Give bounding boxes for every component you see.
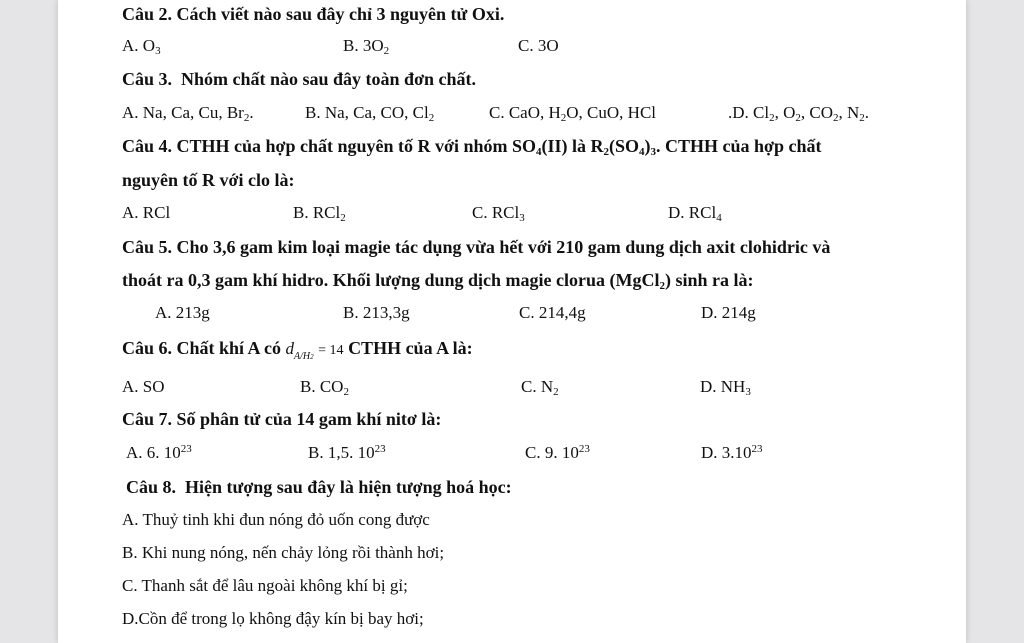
q3-option-b: B. Na, Ca, CO, $Cl_2$ <box>305 103 435 124</box>
q7-option-d: D. 3.10$^{23}$ <box>701 443 763 462</box>
q8-option-c: C. Thanh sắt để lâu ngoài không khí bị gỉ; <box>122 576 408 595</box>
question-8-label: Câu 8. <box>126 477 177 497</box>
question-7: Câu 7. Số phân tử của 14 gam khí nitơ là: <box>122 409 442 429</box>
question-7-label: Câu 7. <box>122 409 173 429</box>
q4-option-a: A. RCl <box>122 203 171 222</box>
q4-option-b: B. RCl$_2$ <box>293 203 346 224</box>
question-3-label: Câu 3. <box>122 69 173 89</box>
q5-option-d: D. 214g <box>701 303 756 322</box>
question-5-label: Câu 5. <box>122 237 173 257</box>
q4-option-d: D. RCl$_4$ <box>668 203 722 224</box>
q8-option-b: B. Khi nung nóng, nến chảy lỏng rồi thành hơi; <box>122 543 445 562</box>
q7-option-a: A. 6. $10^{23}$ <box>126 443 192 462</box>
q3-option-d: .D. $Cl_2$, $O_2$, $CO_2$, $N_2$. <box>728 103 870 124</box>
q5-option-b: B. 213,3g <box>343 303 410 322</box>
q6-option-b: B. $CO_2$ <box>300 377 349 398</box>
question-3 <box>122 68 476 90</box>
q5-option-c: C. 214,4g <box>519 303 586 322</box>
question-4-label: Câu 4. <box>122 136 173 156</box>
question-6-label: Câu 6. <box>122 338 173 358</box>
question-5-line-1: Câu 5. Cho 3,6 gam kim loại magie tác dụng vừa hết với 210 gam dung dịch axit clohidric và <box>122 237 831 257</box>
q6-option-c: C. $N_2$ <box>521 377 559 398</box>
q2-option-c: C. 3O <box>518 36 559 55</box>
question-8: Câu 8. Hiện tượng sau đây là hiện tượng hoá học: <box>126 477 512 497</box>
q2-option-b: B. $3O_2$ <box>343 36 390 57</box>
q8-option-a: A. Thuỷ tinh khi đun nóng đỏ uốn cong được <box>122 510 430 529</box>
q6-option-a: A. SO <box>122 377 165 396</box>
q8-option-d: D.Cồn để trong lọ không đậy kín bị bay hơi; <box>122 609 424 628</box>
q6-option-d: D. $NH_3$ <box>700 377 751 398</box>
question-2-text: Cách viết nào sau đây chỉ 3 nguyên tử Oxi. <box>176 4 505 24</box>
question-2 <box>122 3 504 25</box>
q7-option-b: B. 1,5. $10^{23}$ <box>308 443 386 462</box>
question-3-text: Nhóm chất nào sau đây toàn đơn chất. <box>181 69 477 89</box>
document-page <box>58 0 966 643</box>
q7-option-c: C. 9. $10^{23}$ <box>525 443 590 462</box>
q4-option-c: C. RCl$_3$ <box>472 203 525 224</box>
question-4-line-2: nguyên tố R với clo là: <box>122 170 295 190</box>
q5-option-a: A. 213g <box>155 303 210 322</box>
q2-option-a: A. $O_3$ <box>122 36 161 57</box>
question-4-line-1: Câu 4. CTHH của hợp chất nguyên tố R với nhóm $SO_4(II)$ là $R_2(SO_4)_3$. CTHH của hợp chất <box>122 136 822 158</box>
q3-option-c: C. CaO, $H_2O$, CuO, HCl <box>489 103 657 124</box>
question-2-label: Câu 2. <box>122 4 173 24</box>
q3-option-a: A. Na, Ca, Cu, $Br_2$. <box>122 103 254 124</box>
question-6: Câu 6. Chất khí A có $d_{A/H2} = 14$ CTHH của A là: <box>122 338 473 362</box>
question-5-line-2: thoát ra 0,3 gam khí hidro. Khối lượng dung dịch magie clorua (MgCl$_2$) sinh ra là: <box>122 270 754 292</box>
density-formula: $d_{A/H2} = 14$ <box>285 339 344 362</box>
